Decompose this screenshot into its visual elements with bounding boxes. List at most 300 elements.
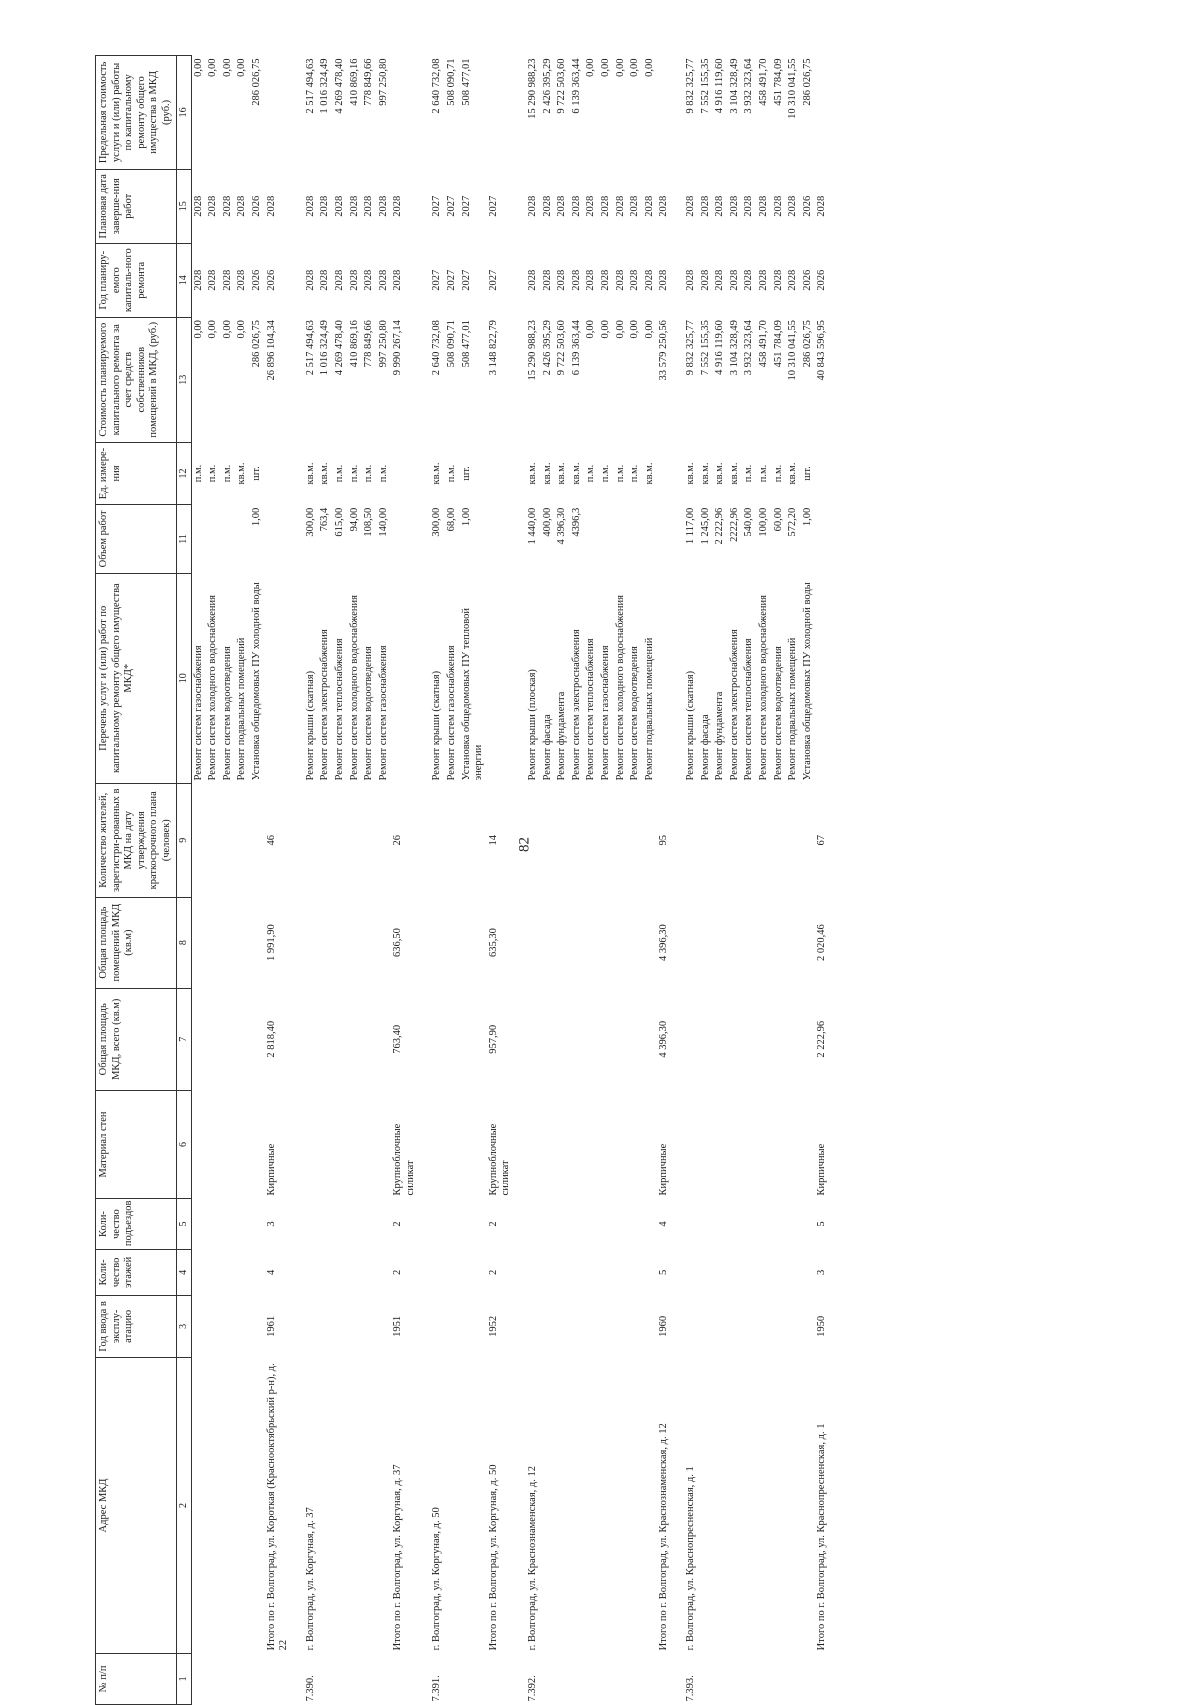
cell-col-12: п.м. (333, 464, 345, 483)
cell-col-8 (801, 897, 816, 988)
cell-col-8 (757, 897, 772, 988)
cell-col-2 (191, 1358, 206, 1654)
cell-col-7 (614, 988, 629, 1090)
cell-col-3 (555, 1295, 570, 1358)
cell-col-13: 286 026,75 (250, 320, 262, 368)
column-number: 11 (176, 505, 191, 573)
cell-col-13: 508 090,71 (446, 320, 458, 368)
cell-col-2: Итого по г. Волгоград, ул. Коргуная, д. 50 (487, 1464, 499, 1651)
table-row (713, 56, 728, 1705)
cell-col-14: 2026 (816, 269, 828, 291)
cell-col-12: п.м. (348, 464, 360, 483)
cell-col-15: 2028 (392, 195, 404, 217)
cell-col-2 (221, 1358, 236, 1654)
cell-col-8: 2 020,46 (816, 924, 828, 961)
cell-col-3 (584, 1295, 599, 1358)
cell-col-2 (699, 1358, 714, 1654)
cell-col-7 (684, 988, 699, 1090)
cell-col-7 (541, 988, 556, 1090)
cell-col-2 (460, 1358, 487, 1654)
cell-col-5 (304, 1198, 319, 1249)
column-number: 10 (176, 573, 191, 783)
cell-col-2: Итого по г. Волгоград, ул. Краснопресненская, д. 1 (816, 1423, 828, 1651)
cell-col-15: 2028 (643, 195, 655, 217)
spacer-cell (672, 56, 684, 1705)
cell-col-14: 2026 (801, 269, 813, 291)
cell-col-6 (304, 1090, 319, 1198)
cell-col-15: 2028 (541, 195, 553, 217)
cell-col-6 (584, 1090, 599, 1198)
cell-col-3: 1960 (658, 1315, 670, 1337)
cell-col-16: 0,00 (585, 58, 597, 77)
cell-col-15: 2028 (614, 195, 626, 217)
cell-col-16: 7 552 155,35 (699, 58, 711, 114)
cell-col-4 (570, 1250, 585, 1295)
cell-col-14: 2028 (787, 269, 799, 291)
cell-col-9: 67 (816, 835, 828, 846)
cell-col-12: кв.м. (570, 462, 582, 485)
cell-col-3 (206, 1295, 221, 1358)
cell-col-4 (728, 1250, 743, 1295)
cell-col-8 (377, 897, 392, 988)
cell-col-15: 2027 (431, 195, 443, 217)
table-row (541, 56, 556, 1705)
column-header: Объем работ (96, 505, 177, 573)
cell-col-3 (786, 1295, 801, 1358)
cell-col-13: 0,00 (600, 320, 611, 339)
cell-col-16: 0,00 (600, 58, 611, 77)
cell-col-7 (348, 988, 363, 1090)
cell-col-11: 140,00 (377, 507, 389, 537)
cell-col-15: 2026 (801, 195, 813, 217)
cell-col-11: 1 440,00 (527, 507, 539, 545)
cell-col-16 (487, 56, 514, 170)
total-row (391, 56, 418, 1705)
cell-col-9 (430, 783, 445, 897)
cell-col-8: 1 991,90 (265, 924, 277, 961)
cell-col-2 (541, 1358, 556, 1654)
cell-col-4 (206, 1250, 221, 1295)
cell-col-14: 2028 (348, 269, 360, 291)
cell-col-16: 2 426 395,29 (541, 58, 553, 114)
cell-col-14: 2028 (772, 269, 784, 291)
cell-col-4 (235, 1250, 250, 1295)
cell-col-12: кв.м. (236, 462, 248, 485)
cell-col-2 (333, 1358, 348, 1654)
cell-col-7 (445, 988, 460, 1090)
cell-col-10: Ремонт крыши (скатная) (304, 670, 316, 781)
table-row (221, 56, 236, 1705)
cell-col-13: 7 552 155,35 (699, 320, 711, 376)
cell-col-9 (304, 783, 319, 897)
cell-col-6 (460, 1090, 487, 1198)
cell-col-16: 0,00 (614, 58, 626, 77)
cell-col-15: 2028 (585, 195, 597, 217)
spacer-cell (514, 56, 526, 1705)
cell-col-15: 2028 (699, 195, 711, 217)
cell-col-11 (657, 505, 672, 573)
column-number: 7 (176, 988, 191, 1090)
cell-col-14: 2028 (629, 269, 641, 291)
cell-col-4 (221, 1250, 236, 1295)
cell-col-14: 2027 (446, 269, 458, 291)
cell-col-5 (377, 1198, 392, 1249)
cell-col-2 (318, 1358, 333, 1654)
cell-col-16: 286 026,75 (250, 58, 262, 106)
cell-col-12: п.м. (207, 464, 219, 483)
cell-col-4: 2 (487, 1269, 499, 1275)
cell-col-5 (250, 1198, 265, 1249)
cell-col-13: 26 896 104,34 (265, 320, 277, 381)
cell-col-16: 3 932 323,64 (743, 58, 755, 114)
cell-col-5 (742, 1198, 757, 1249)
cell-col-6 (570, 1090, 585, 1198)
cell-col-13: 4 916 119,60 (714, 320, 726, 375)
column-number: 4 (176, 1250, 191, 1295)
cell-col-5 (699, 1198, 714, 1249)
cell-col-11: 2 222,96 (714, 507, 726, 545)
cell-col-11: 60,00 (772, 507, 784, 532)
cell-col-3 (430, 1295, 445, 1358)
cell-col-14: 2028 (684, 269, 696, 291)
cell-col-11 (584, 505, 599, 573)
cell-col-16: 10 310 041,55 (787, 58, 799, 119)
spacer-cell (830, 56, 842, 1705)
cell-col-10: Ремонт фасада (541, 714, 553, 781)
cell-col-11: 540,00 (743, 507, 755, 537)
cell-col-5: 5 (816, 1221, 828, 1227)
cell-col-7 (460, 988, 487, 1090)
table-row (235, 56, 250, 1705)
cell-col-8 (728, 897, 743, 988)
table-row (333, 56, 348, 1705)
cell-col-10: Ремонт систем теплоснабжения (743, 638, 755, 781)
cell-col-2 (570, 1358, 585, 1654)
table-row (445, 56, 460, 1705)
cell-col-3 (333, 1295, 348, 1358)
cell-col-9 (235, 783, 250, 897)
cell-col-12: шт. (801, 466, 813, 481)
cell-col-13: 0,00 (192, 320, 204, 339)
column-header: Плановая дата заверше-ния работ (96, 169, 177, 243)
cell-col-2 (713, 1358, 728, 1654)
table-row (643, 56, 658, 1705)
cell-col-12: кв.м. (527, 462, 539, 485)
cell-col-9 (643, 783, 658, 897)
cell-col-3 (362, 1295, 377, 1358)
cell-col-12: кв.м. (541, 462, 553, 485)
cell-col-5 (235, 1198, 250, 1249)
cell-col-10: Ремонт систем электроснабжения (728, 629, 740, 781)
cell-col-3 (713, 1295, 728, 1358)
table-body (191, 56, 842, 1705)
cell-col-14: 2028 (600, 269, 611, 291)
cell-col-9 (628, 783, 643, 897)
cell-col-7 (757, 988, 772, 1090)
cell-col-10: Ремонт крыши (скатная) (684, 670, 696, 781)
cell-col-4 (318, 1250, 333, 1295)
cell-col-6 (699, 1090, 714, 1198)
cell-col-8 (584, 897, 599, 988)
cell-col-9: 46 (265, 835, 277, 846)
cell-col-9 (250, 783, 265, 897)
cell-col-16: 15 290 988,23 (527, 58, 539, 119)
cell-col-6 (555, 1090, 570, 1198)
cell-col-14: 2028 (333, 269, 345, 291)
cell-col-15: 2028 (714, 195, 726, 217)
cell-col-12: кв.м. (699, 462, 711, 485)
cell-col-7 (801, 988, 816, 1090)
cell-col-4 (742, 1250, 757, 1295)
cell-col-9 (584, 783, 599, 897)
cell-col-5 (713, 1198, 728, 1249)
cell-col-2 (801, 1358, 816, 1654)
cell-col-9 (206, 783, 221, 897)
cell-col-12: кв.м. (787, 462, 799, 485)
cell-col-5 (430, 1198, 445, 1249)
cell-col-6 (801, 1090, 816, 1198)
cell-col-12 (391, 442, 418, 505)
cell-col-7 (699, 988, 714, 1090)
cell-col-3 (250, 1295, 265, 1358)
cell-col-15: 2026 (250, 195, 262, 217)
cell-col-3 (541, 1295, 556, 1358)
cell-col-6: Кирпичные (658, 1143, 670, 1196)
cell-col-15: 2028 (787, 195, 799, 217)
column-header: Коли-чество этажей (96, 1250, 177, 1295)
cell-col-5 (191, 1198, 206, 1249)
column-header: Коли-чество подъездов (96, 1198, 177, 1249)
cell-col-8 (250, 897, 265, 988)
cell-col-13: 3 932 323,64 (743, 320, 755, 376)
cell-col-12: кв.м. (556, 462, 568, 485)
cell-col-5 (684, 1198, 699, 1249)
table-row (555, 56, 570, 1705)
row-spacer (418, 56, 430, 1705)
column-number: 2 (176, 1358, 191, 1654)
cell-col-12: п.м. (614, 464, 626, 483)
cell-col-5 (801, 1198, 816, 1249)
cell-col-6: Кирпичные (265, 1143, 277, 1196)
cell-col-8 (772, 897, 787, 988)
cell-col-1: 7.393. (684, 1675, 696, 1702)
cell-col-8 (684, 897, 699, 988)
cell-col-14: 2028 (304, 269, 316, 291)
cell-col-3 (628, 1295, 643, 1358)
cell-col-14: 2028 (192, 269, 204, 291)
cell-col-1: 7.391. (431, 1675, 443, 1702)
cell-col-5 (206, 1198, 221, 1249)
cell-col-16: 508 090,71 (446, 58, 458, 106)
cell-col-12 (815, 442, 830, 505)
cell-col-14: 2028 (556, 269, 568, 291)
cell-col-3 (801, 1295, 816, 1358)
cell-col-9 (713, 783, 728, 897)
table-row (757, 56, 772, 1705)
cell-col-15: 2028 (527, 195, 539, 217)
cell-col-10 (391, 573, 418, 783)
cell-col-15: 2028 (363, 195, 375, 217)
cell-col-8 (460, 897, 487, 988)
cell-col-14: 2028 (743, 269, 755, 291)
cell-col-3 (221, 1295, 236, 1358)
cell-col-3 (699, 1295, 714, 1358)
cell-col-16: 458 491,70 (757, 58, 769, 106)
cell-col-15: 2028 (629, 195, 641, 217)
column-header: Стоимость планируемого капитального ремонта за счет средств собственников помещений в МКД, (руб.) (96, 317, 177, 442)
cell-col-11 (599, 505, 614, 573)
cell-col-11: 4396,3 (570, 507, 582, 537)
cell-col-9: 95 (658, 835, 670, 846)
cell-col-3 (742, 1295, 757, 1358)
row-spacer (830, 56, 842, 1705)
cell-col-13: 0,00 (236, 320, 248, 339)
cell-col-2 (348, 1358, 363, 1654)
cell-col-15: 2028 (236, 195, 248, 217)
column-number: 12 (176, 442, 191, 505)
cell-col-15: 2028 (728, 195, 740, 217)
cell-col-2 (772, 1358, 787, 1654)
cell-col-6 (599, 1090, 614, 1198)
cell-col-4 (772, 1250, 787, 1295)
cell-col-5: 2 (487, 1221, 499, 1227)
cell-col-13: 0,00 (643, 320, 655, 339)
cell-col-16 (815, 56, 830, 170)
cell-col-5: 3 (265, 1221, 277, 1227)
cell-col-6 (318, 1090, 333, 1198)
cell-col-13: 9 722 503,60 (556, 320, 568, 376)
cell-col-5 (445, 1198, 460, 1249)
cell-col-8 (555, 897, 570, 988)
cell-col-16: 0,00 (236, 58, 248, 77)
cell-col-15: 2028 (556, 195, 568, 217)
cell-col-7 (333, 988, 348, 1090)
cell-col-16: 6 139 363,44 (570, 58, 582, 114)
cell-col-11 (265, 505, 292, 573)
cell-col-11: 2222,96 (728, 507, 740, 542)
table-row (742, 56, 757, 1705)
cell-col-2 (786, 1358, 801, 1654)
cell-col-7: 763,40 (392, 1024, 404, 1054)
capital-repair-plan-table (95, 55, 1095, 1705)
cell-col-10: Ремонт систем водоотведения (772, 646, 784, 781)
cell-col-10: Ремонт систем теплоснабжения (585, 638, 597, 781)
total-row (657, 56, 672, 1705)
total-row (487, 56, 514, 1705)
cell-col-5 (614, 1198, 629, 1249)
cell-col-4: 5 (658, 1269, 670, 1275)
cell-col-12: п.м. (192, 464, 204, 483)
cell-col-11: 1,00 (801, 507, 813, 527)
cell-col-14: 2028 (377, 269, 389, 291)
cell-col-11: 94,00 (348, 507, 360, 532)
cell-col-3: 1950 (816, 1315, 828, 1337)
table-row (460, 56, 487, 1705)
cell-col-6 (742, 1090, 757, 1198)
column-header: Материал стен (96, 1090, 177, 1198)
cell-col-8 (541, 897, 556, 988)
cell-col-11: 68,00 (446, 507, 458, 532)
cell-col-15: 2028 (265, 195, 277, 217)
table-row (570, 56, 585, 1705)
cell-col-13: 15 290 988,23 (527, 320, 539, 381)
cell-col-11: 300,00 (304, 507, 316, 537)
cell-col-7 (250, 988, 265, 1090)
cell-col-8 (786, 897, 801, 988)
cell-col-2 (555, 1358, 570, 1654)
cell-col-12: кв.м. (431, 462, 443, 485)
cell-col-13: 0,00 (207, 320, 219, 339)
cell-col-6 (221, 1090, 236, 1198)
cell-col-4 (614, 1250, 629, 1295)
cell-col-10: Установка общедомовых ПУ холодной воды (250, 582, 262, 781)
cell-col-5 (348, 1198, 363, 1249)
cell-col-6: Крупноблочные силикат (487, 1123, 512, 1196)
cell-col-13: 0,00 (629, 320, 641, 339)
cell-col-7 (713, 988, 728, 1090)
cell-col-2 (599, 1358, 614, 1654)
cell-col-6 (362, 1090, 377, 1198)
cell-col-16: 0,00 (629, 58, 641, 77)
cell-col-13: 4 269 478,40 (333, 320, 345, 376)
cell-col-10: Ремонт систем водоотведения (221, 646, 233, 781)
cell-col-2 (206, 1358, 221, 1654)
row-spacer (672, 56, 684, 1705)
cell-col-6: Крупноблочные силикат (392, 1123, 416, 1196)
column-header: Год планиру-емого капиталь-ного ремонта (96, 243, 177, 317)
table-row (318, 56, 333, 1705)
page-number: 82 (516, 837, 533, 852)
cell-col-10 (265, 573, 292, 783)
cell-col-11: 1,00 (250, 507, 262, 527)
cell-col-13: 9 832 325,77 (684, 320, 696, 376)
cell-col-8 (348, 897, 363, 988)
cell-col-5 (460, 1198, 487, 1249)
cell-col-5 (772, 1198, 787, 1249)
cell-col-3 (377, 1295, 392, 1358)
cell-col-9 (541, 783, 556, 897)
cell-col-5 (555, 1198, 570, 1249)
cell-col-9 (348, 783, 363, 897)
cell-col-6 (772, 1090, 787, 1198)
column-header: Ед. измере-ния (96, 442, 177, 505)
cell-col-5 (526, 1198, 541, 1249)
cell-col-12: п.м. (585, 464, 597, 483)
table-row (786, 56, 801, 1705)
cell-col-14: 2028 (570, 269, 582, 291)
cell-col-8 (235, 897, 250, 988)
column-number: 16 (176, 56, 191, 170)
cell-col-3 (348, 1295, 363, 1358)
cell-col-1: 7.392. (527, 1675, 539, 1702)
cell-col-5 (541, 1198, 556, 1249)
cell-col-6 (786, 1090, 801, 1198)
cell-col-8 (742, 897, 757, 988)
cell-col-10: Ремонт систем холодного водоснабжения (614, 595, 626, 781)
cell-col-4 (599, 1250, 614, 1295)
column-number: 3 (176, 1295, 191, 1358)
cell-col-12: шт. (250, 466, 262, 481)
cell-col-14: 2028 (363, 269, 375, 291)
cell-col-6 (684, 1090, 699, 1198)
cell-col-7 (235, 988, 250, 1090)
cell-col-12: п.м. (221, 464, 233, 483)
cell-col-9 (377, 783, 392, 897)
cell-col-3 (643, 1295, 658, 1358)
cell-col-9 (191, 783, 206, 897)
cell-col-11: 1,00 (460, 507, 472, 527)
cell-col-10: Ремонт систем водоотведения (363, 646, 375, 781)
